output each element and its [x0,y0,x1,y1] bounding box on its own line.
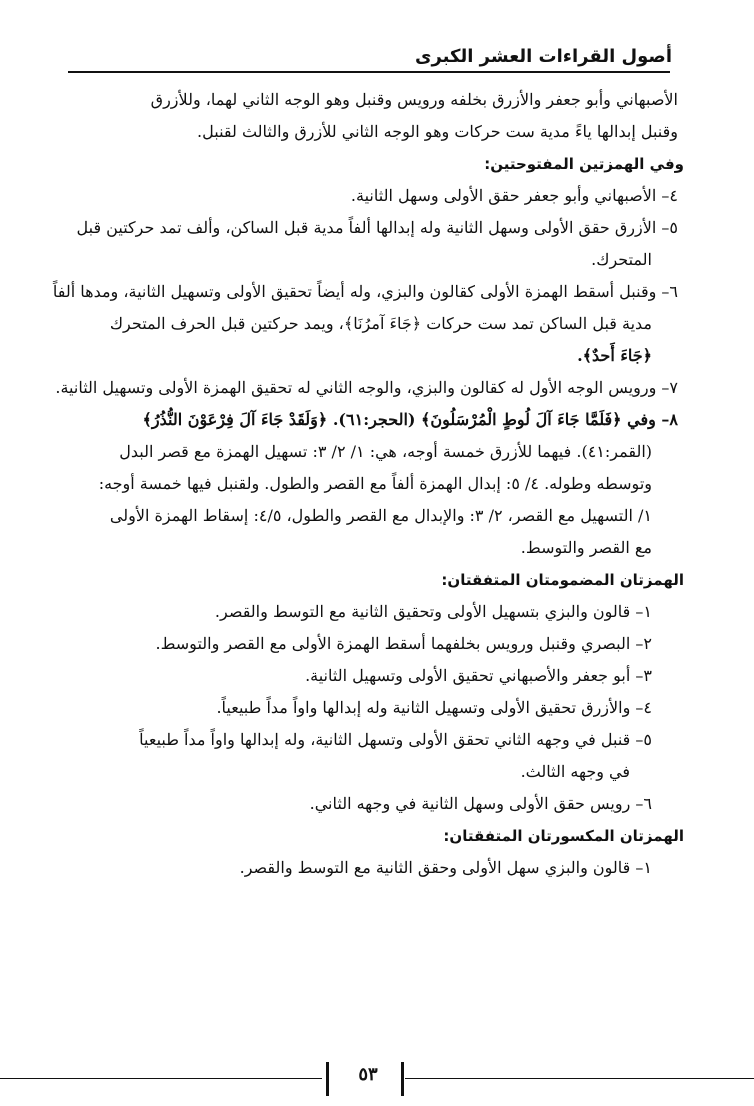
list-item-continuation: مع القصر والتوسط. [520,538,652,557]
footer-rule-right [405,1078,754,1079]
list-item: ٦– رويس حقق الأولى وسهل الثانية في وجهه الثاني. [309,794,652,813]
page-body [52,84,684,884]
page-number: ٥٣ [358,1064,378,1085]
list-item: ٨– وفي ﴿فَلَمَّا جَاءَ آلَ لُوطٍ الْمُرْسَلُونَ﴾ (الحجر:٦١). ﴿وَلَقَدْ جَاءَ آلَ فِرْعَوْنَ النُّذُرُ﴾ [142,410,678,429]
list-item: ٥– قنبل في وجهه الثاني تحقق الأولى وتسهل الثانية، وله إبدالها واواً مداً طبيعياً [139,730,652,749]
section-heading-fath: وفي الهمزتين المفتوحتين: [484,155,684,173]
list-item: ٤– والأزرق تحقيق الأولى وتسهيل الثانية وله إبدالها واواً مداً طبيعياً. [216,698,652,717]
list-item: ٧– ورويس الوجه الأول له كقالون والبزي، والوجه الثاني له تحقيق الهمزة الأولى وتسهيل الثانية. [55,378,678,397]
list-item-continuation: مدية قبل الساكن تمد ست حركات ﴿جَاءَ آمرُنَا﴾، ويمد حركتين قبل الحرف المتحرك [109,314,652,333]
footer-bar-right [401,1062,404,1096]
list-item: ٦– وقنبل أسقط الهمزة الأولى كقالون والبزي، وله أيضاً تحقيق الأولى وتسهيل الثانية، ومدها ألفاً [52,282,678,301]
list-item: ٣– أبو جعفر والأصبهاني تحقيق الأولى وتسهيل الثانية. [305,666,652,685]
list-item-continuation: المتحرك. [591,250,652,269]
section-heading-kasr: الهمزتان المكسورتان المتفقتان: [443,827,684,845]
quran-quote: ﴿جَاءَ أَحدٌ﴾. [577,346,652,365]
header-rule [68,71,670,73]
footer-bar-left [326,1062,329,1096]
list-item-continuation: وتوسطه وطوله. ٤/ ٥: إبدال الهمزة ألفاً مع القصر والطول. ولقنبل فيها خمسة أوجه: [98,474,652,493]
list-item-continuation: ١/ التسهيل مع القصر، ٢/ ٣: والإبدال مع القصر والطول، ٤/٥: إسقاط الهمزة الأولى [109,506,652,525]
text-line: وقنبل إبدالها ياءً مدية ست حركات وهو الوجه الثاني للأزرق والثالث لقنبل. [197,122,678,141]
list-item: ٥– الأزرق حقق الأولى وسهل الثانية وله إبدالها ألفاً مدية قبل الساكن، وألف تمد حركتين قبل [76,218,678,237]
list-item: ٢– البصري وقنبل ورويس بخلفهما أسقط الهمزة الأولى مع القصر والتوسط. [155,634,652,653]
list-item: ١– قالون والبزي بتسهيل الأولى وتحقيق الثانية مع التوسط والقصر. [214,602,652,621]
list-item-continuation: في وجهه الثالث. [520,762,630,781]
list-item: ١– قالون والبزي سهل الأولى وحقق الثانية مع التوسط والقصر. [239,858,652,877]
section-heading-damm: الهمزتان المضمومتان المتفقتان: [441,571,684,589]
text-line: الأصبهاني وأبو جعفر والأزرق بخلفه ورويس وقنبل وهو الوجه الثاني لهما، وللأزرق [150,90,678,109]
list-item-continuation: (القمر:٤١). فيهما للأزرق خمسة أوجه، هي: ١/ ٢/ ٣: تسهيل الهمزة مع قصر البدل [119,442,652,461]
list-item: ٤– الأصبهاني وأبو جعفر حقق الأولى وسهل الثانية. [350,186,678,205]
footer-rule-left [0,1078,322,1079]
running-header-title: أصول القراءات العشر الكبرى [414,46,672,67]
